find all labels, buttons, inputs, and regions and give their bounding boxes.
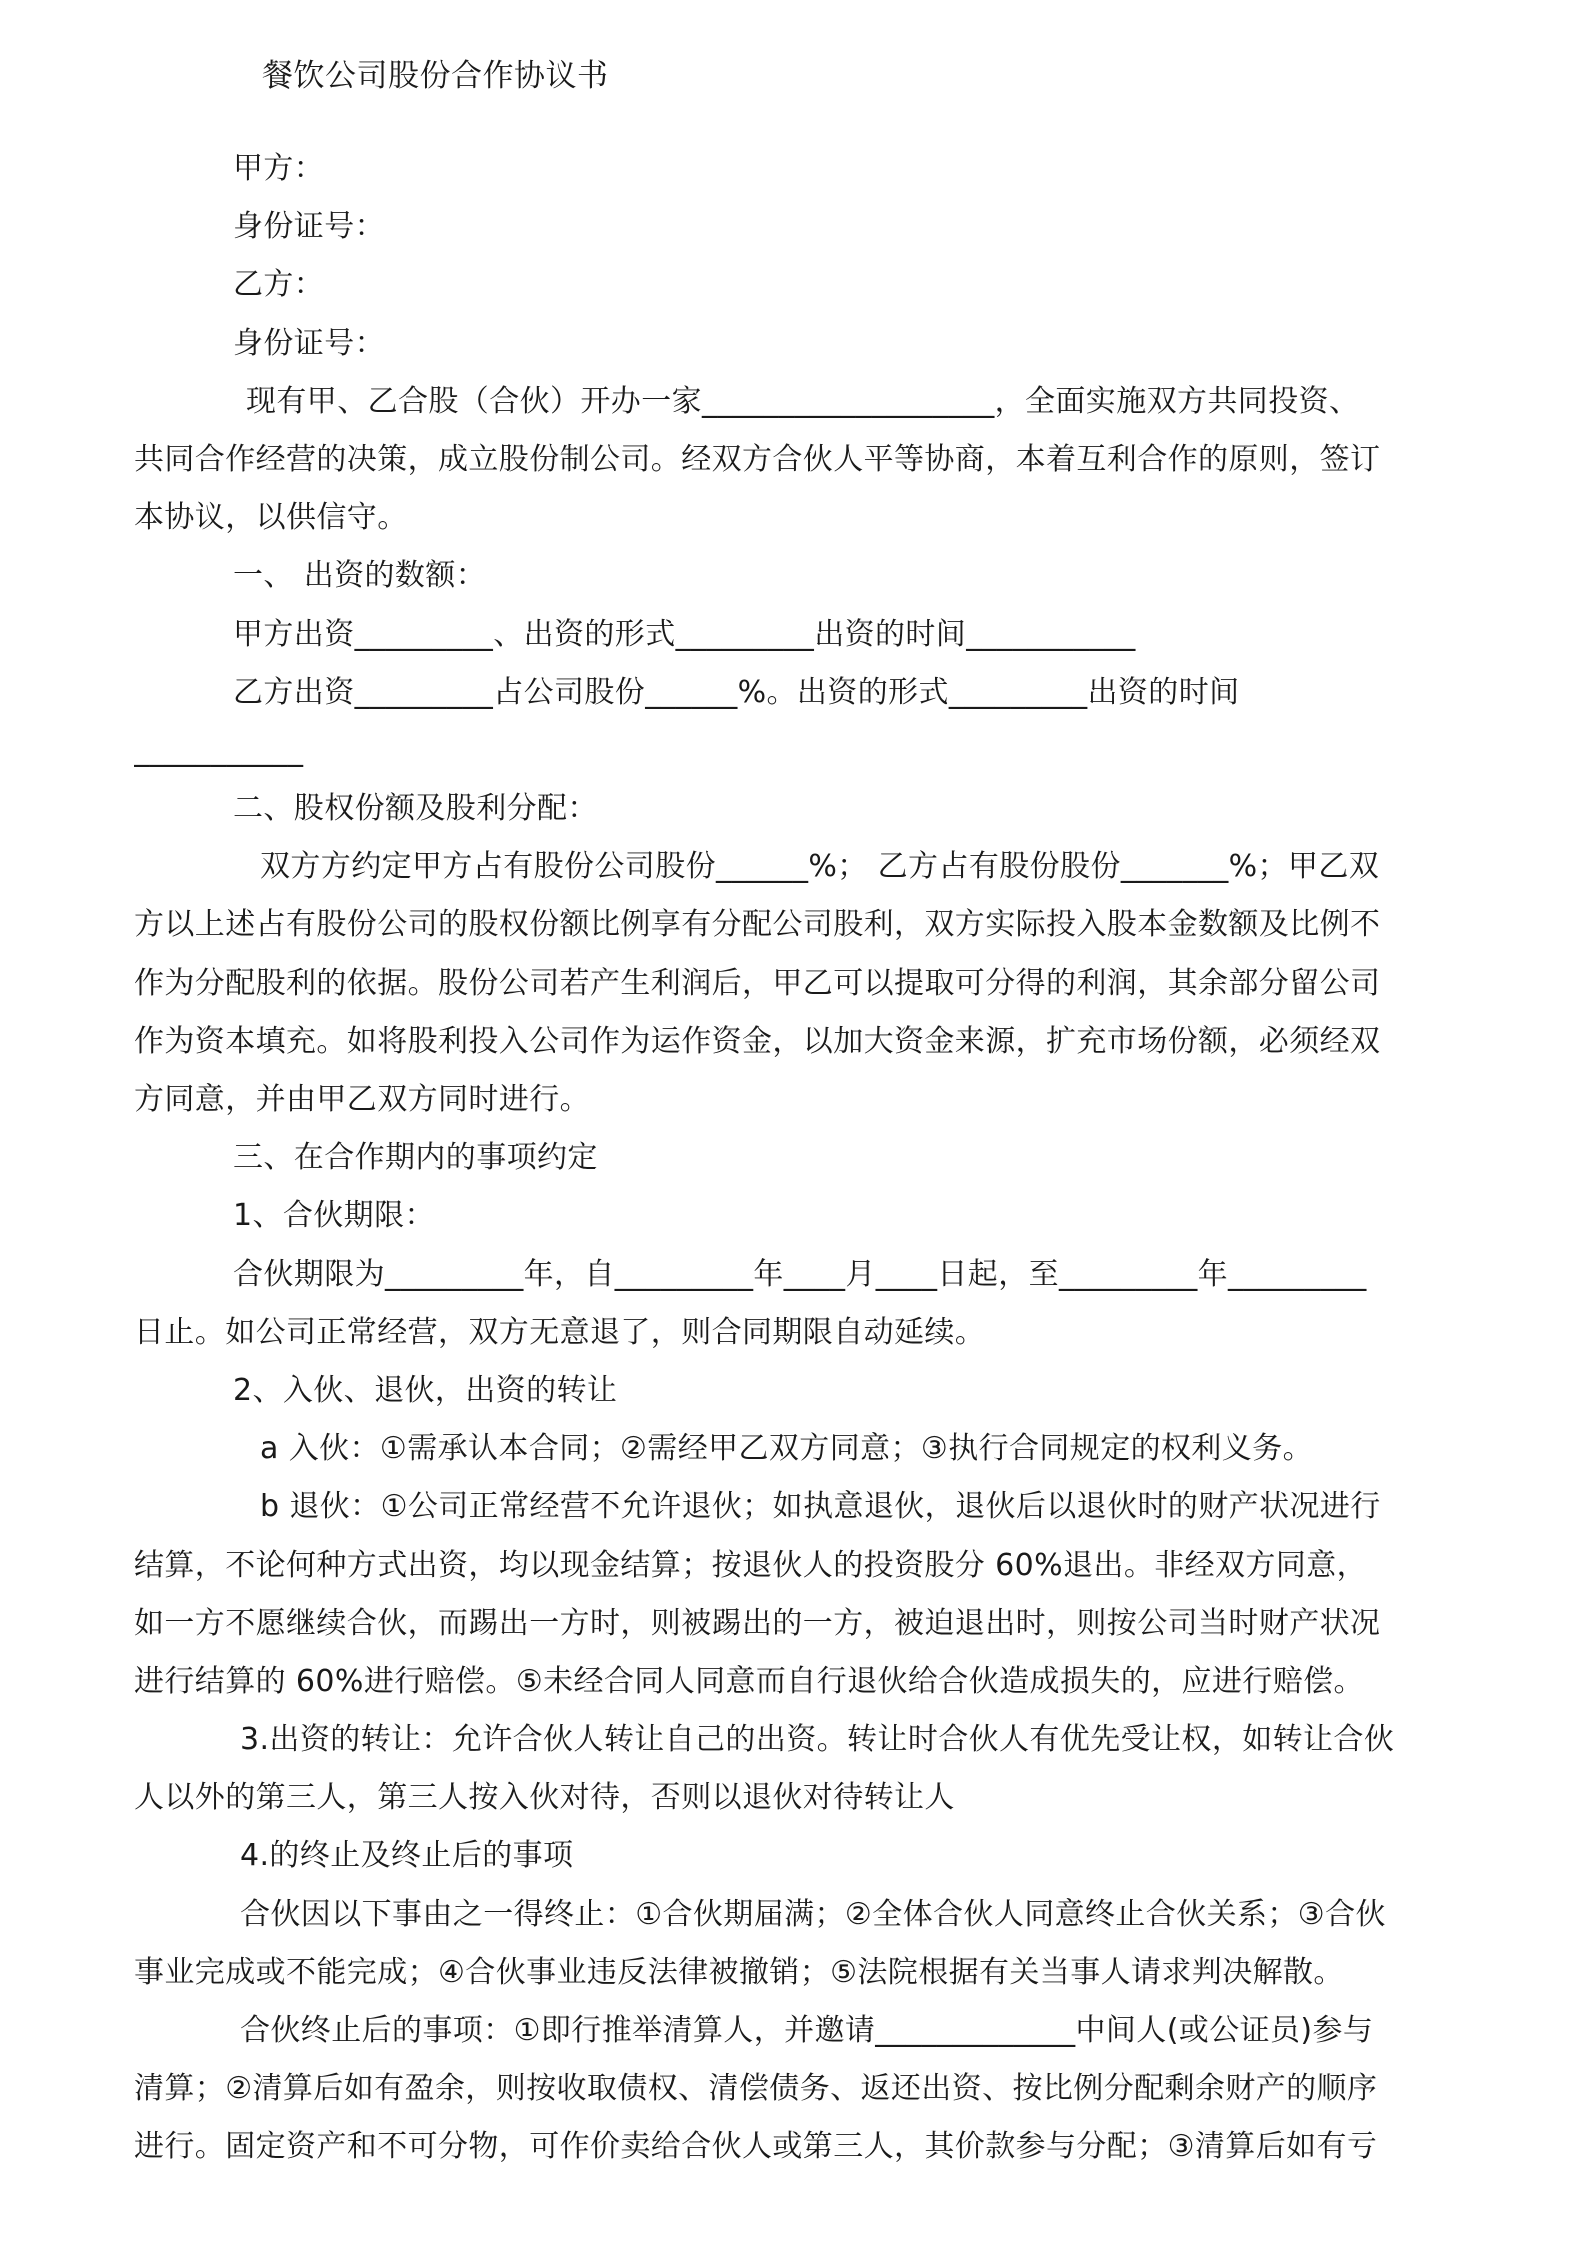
document-line: 现有甲、乙合股（合伙）开办一家___________________，全面实施双方共同投资、 bbox=[246, 383, 1360, 419]
document-body bbox=[134, 140, 1464, 2177]
document-line: 1、合伙期限： bbox=[233, 1198, 435, 1234]
document-line: 合伙期限为_________年，自_________年____月____日起，至_________年_________ bbox=[233, 1256, 1367, 1292]
document-line: 人以外的第三人，第三人按入伙对待，否则以退伙对待转让人 bbox=[134, 1780, 955, 1816]
document-line: 合伙因以下事由之一得终止：①合伙期届满；②全体合伙人同意终止合伙关系；③合伙 bbox=[240, 1896, 1386, 1932]
document-line: 如一方不愿继续合伙，而踢出一方时，则被踢出的一方，被迫退出时，则按公司当时财产状况 bbox=[134, 1605, 1381, 1641]
document-line: 合伙终止后的事项：①即行推举清算人，并邀请_____________中间人(或公证员)参与 bbox=[240, 2013, 1374, 2048]
document-line: 作为资本填充。如将股利投入公司作为运作资金，以加大资金来源，扩充市场份额，必须经双 bbox=[134, 1023, 1381, 1059]
document-line: 进行结算的 60%进行赔偿。⑤未经合同人同意而自行退伙给合伙造成损失的，应进行赔偿。 bbox=[134, 1663, 1364, 1699]
document-line: 三、在合作期内的事项约定 bbox=[233, 1140, 598, 1176]
document-line: 日止。如公司正常经营，双方无意退了，则合同期限自动延续。 bbox=[134, 1314, 986, 1350]
document-line: a 入伙：①需承认本合同；②需经甲乙双方同意；③执行合同规定的权利义务。 bbox=[260, 1431, 1314, 1467]
document-line: b 退伙：①公司正常经营不允许退伙；如执意退伙，退伙后以退伙时的财产状况进行 bbox=[260, 1489, 1381, 1525]
document-line: 二、股权份额及股利分配： bbox=[233, 791, 598, 827]
document-title: 餐饮公司股份合作协议书 bbox=[262, 58, 609, 94]
document-line: 4.的终止及终止后的事项 bbox=[240, 1838, 574, 1874]
document-line: 甲方出资_________、出资的形式_________出资的时间___________ bbox=[233, 616, 1136, 652]
document-line: 作为分配股利的依据。股份公司若产生利润后，甲乙可以提取可分得的利润，其余部分留公司 bbox=[134, 965, 1381, 1001]
document-line: 身份证号： bbox=[233, 325, 385, 361]
document-line: ___________ bbox=[134, 732, 304, 768]
document-line: 2、入伙、退伙，出资的转让 bbox=[233, 1372, 618, 1408]
document-line: 本协议，以供信守。 bbox=[134, 500, 408, 536]
document-line: 方同意，并由甲乙双方同时进行。 bbox=[134, 1082, 590, 1117]
document-line: 清算；②清算后如有盈余，则按收取债权、清偿债务、返还出资、按比例分配剩余财产的顺序 bbox=[134, 2071, 1378, 2107]
document-line: 身份证号： bbox=[233, 209, 385, 245]
document-line: 双方方约定甲方占有股份公司股份______%； 乙方占有股份股份_______%；甲乙双 bbox=[260, 849, 1380, 885]
document-line: 方以上述占有股份公司的股权份额比例享有分配公司股利，双方实际投入股本金数额及比例不 bbox=[134, 907, 1381, 943]
document-line: 结算，不论何种方式出资，均以现金结算；按退伙人的投资股分 60%退出。非经双方同意， bbox=[134, 1547, 1368, 1583]
document-line: 事业完成或不能完成；④合伙事业违反法律被撤销；⑤法院根据有关当事人请求判决解散。 bbox=[134, 1954, 1344, 1990]
document-line: 乙方： bbox=[233, 267, 325, 303]
document-line: 3.出资的转让：允许合伙人转让自己的出资。转让时合伙人有优先受让权，如转让合伙 bbox=[240, 1722, 1395, 1758]
document-line: 进行。固定资产和不可分物，可作价卖给合伙人或第三人，其价款参与分配；③清算后如有亏 bbox=[134, 2129, 1378, 2165]
document-line: 乙方出资_________占公司股份______%。出资的形式_________出资的时间 bbox=[233, 674, 1240, 710]
document-line: 一、 出资的数额： bbox=[233, 558, 487, 594]
document-line: 甲方： bbox=[233, 151, 325, 186]
document-line: 共同合作经营的决策，成立股份制公司。经双方合伙人平等协商，本着互利合作的原则，签订 bbox=[134, 441, 1381, 477]
